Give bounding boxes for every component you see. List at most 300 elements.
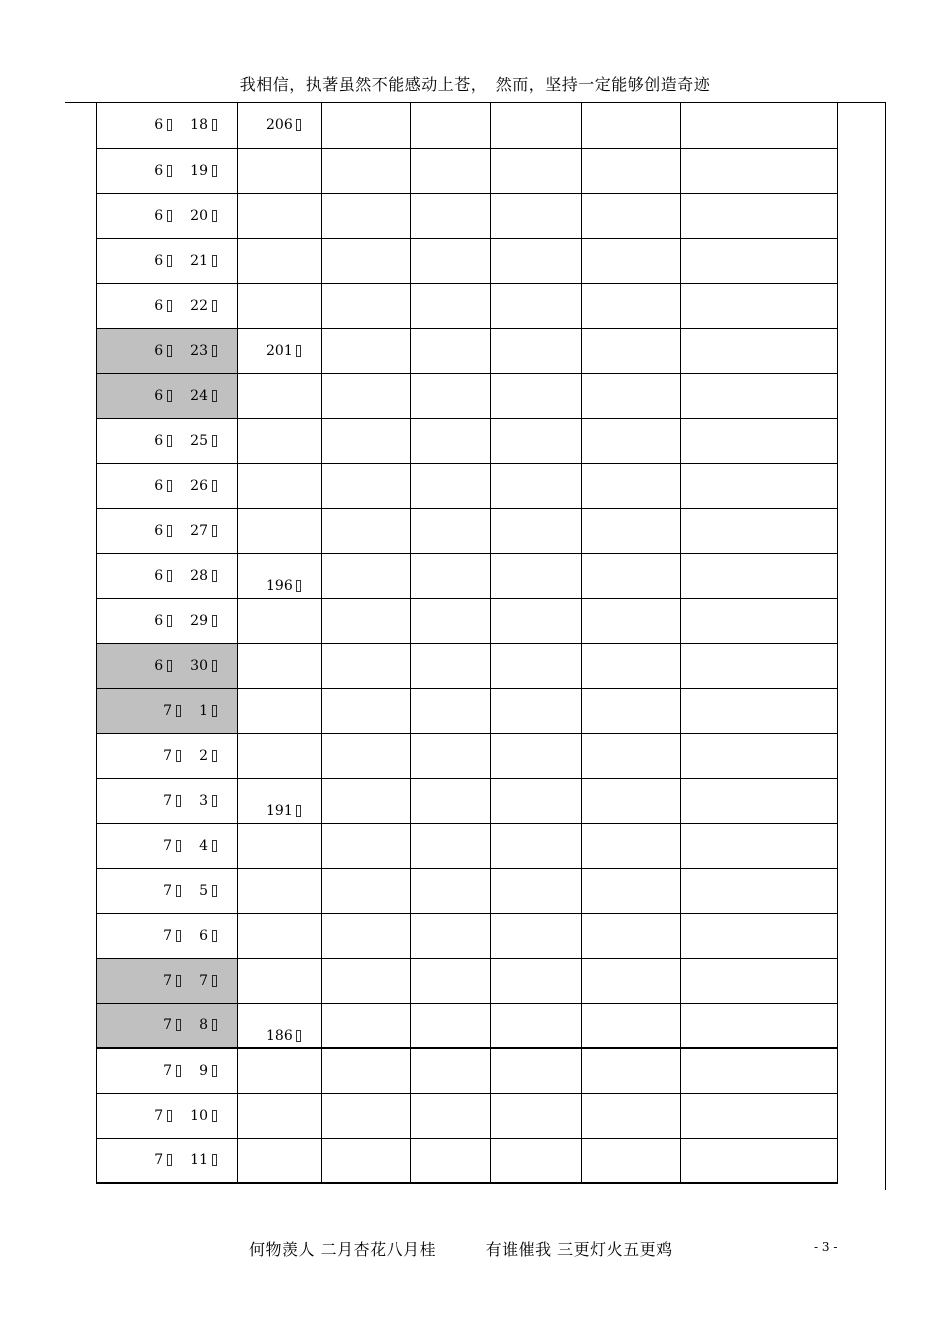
empty-cell [681,1003,838,1048]
empty-cell [322,103,411,148]
empty-cell [491,193,582,238]
empty-cell [411,823,491,868]
missing-glyph-box-icon [176,1019,181,1031]
empty-cell [582,553,681,598]
empty-cell [681,778,838,823]
schedule-table [96,103,838,1184]
table-row [97,688,838,733]
missing-glyph-box-icon [212,119,217,131]
count-cell [238,328,322,373]
date-day: 4 [199,837,208,854]
table-row [97,778,838,823]
date-cell [97,1138,238,1183]
table-row [97,868,838,913]
date-day: 6 [199,927,208,944]
date-month: 7 [163,837,173,854]
empty-cell [411,733,491,778]
empty-cell [582,1048,681,1093]
date-label [154,103,217,148]
missing-glyph-box-icon [167,345,172,357]
empty-cell [681,328,838,373]
date-label [154,464,217,508]
date-label [163,1049,217,1093]
date-day: 1 [199,702,208,719]
table-row [97,1003,838,1048]
date-month: 6 [154,522,164,539]
table-row [97,958,838,1003]
empty-cell [582,643,681,688]
empty-cell [322,778,411,823]
missing-glyph-box-icon [212,210,217,222]
empty-cell [411,508,491,553]
empty-cell [681,373,838,418]
date-day: 11 [190,1152,208,1169]
date-cell [97,868,238,913]
header-quote: 我相信，执著虽然不能感动上苍， 然而，坚持一定能够创造奇迹 [239,75,711,94]
count-cell [238,148,322,193]
empty-cell [322,598,411,643]
date-month: 7 [163,1062,173,1079]
count-cell [238,1003,322,1048]
date-cell [97,553,238,598]
date-cell [97,733,238,778]
date-cell [97,103,238,148]
empty-cell [582,283,681,328]
empty-cell [491,373,582,418]
empty-cell [411,643,491,688]
empty-cell [411,373,491,418]
empty-cell [681,148,838,193]
count-label [266,343,301,359]
empty-cell [491,463,582,508]
missing-glyph-box-icon [167,210,172,222]
table-row [97,328,838,373]
missing-glyph-box-icon [296,580,301,592]
date-month: 6 [154,387,164,404]
empty-cell [582,868,681,913]
date-label [154,554,217,598]
table-row [97,508,838,553]
date-label [163,914,217,958]
table-row [97,1048,838,1093]
empty-cell [322,688,411,733]
date-label [154,194,217,238]
missing-glyph-box-icon [212,390,217,402]
table-row [97,148,838,193]
date-cell [97,463,238,508]
missing-glyph-box-icon [167,525,172,537]
table-row [97,1093,838,1138]
date-month: 6 [154,567,164,584]
count-cell [238,373,322,418]
empty-cell [681,598,838,643]
date-day: 19 [190,162,208,179]
date-month: 6 [154,297,164,314]
empty-cell [681,553,838,598]
table-row [97,598,838,643]
date-month: 7 [163,972,173,989]
empty-cell [582,598,681,643]
empty-cell [322,553,411,598]
missing-glyph-box-icon [167,165,172,177]
date-month: 6 [154,342,164,359]
missing-glyph-box-icon [212,705,217,717]
empty-cell [582,733,681,778]
count-value: 196 [266,577,293,594]
count-label [266,578,301,594]
empty-cell [582,418,681,463]
missing-glyph-box-icon [167,660,172,672]
table-row [97,823,838,868]
empty-cell [411,418,491,463]
missing-glyph-box-icon [212,435,217,447]
count-cell [238,418,322,463]
empty-cell [491,733,582,778]
missing-glyph-box-icon [167,390,172,402]
empty-cell [411,238,491,283]
date-month: 7 [163,882,173,899]
date-label [154,284,217,328]
date-month: 7 [163,792,173,809]
table-row [97,913,838,958]
table-row [97,418,838,463]
date-day: 21 [190,252,208,269]
date-cell [97,1093,238,1138]
missing-glyph-box-icon [176,705,181,717]
missing-glyph-box-icon [212,660,217,672]
empty-cell [491,598,582,643]
table-row [97,643,838,688]
missing-glyph-box-icon [212,795,217,807]
date-cell [97,418,238,463]
empty-cell [491,1048,582,1093]
empty-cell [322,643,411,688]
count-cell [238,283,322,328]
date-month: 6 [154,432,164,449]
empty-cell [322,958,411,1003]
empty-cell [411,778,491,823]
count-cell [238,1048,322,1093]
empty-cell [491,283,582,328]
empty-cell [582,778,681,823]
missing-glyph-box-icon [167,119,172,131]
table-row [97,193,838,238]
date-day: 10 [190,1107,208,1124]
empty-cell [491,1093,582,1138]
date-month: 7 [163,1017,173,1034]
date-cell [97,958,238,1003]
missing-glyph-box-icon [296,805,301,817]
date-day: 9 [199,1062,208,1079]
missing-glyph-box-icon [212,525,217,537]
empty-cell [491,1138,582,1183]
empty-cell [411,283,491,328]
missing-glyph-box-icon [176,975,181,987]
missing-glyph-box-icon [176,795,181,807]
date-month: 6 [154,162,164,179]
date-day: 20 [190,207,208,224]
empty-cell [681,103,838,148]
table-row [97,733,838,778]
date-label [163,824,217,868]
empty-cell [411,1093,491,1138]
empty-cell [681,463,838,508]
missing-glyph-box-icon [176,885,181,897]
empty-cell [681,823,838,868]
date-day: 27 [190,522,208,539]
date-month: 6 [154,252,164,269]
missing-glyph-box-icon [212,345,217,357]
date-month: 6 [154,477,164,494]
empty-cell [411,553,491,598]
count-value: 186 [266,1027,293,1044]
empty-cell [681,1138,838,1183]
count-cell [238,823,322,868]
date-cell [97,1048,238,1093]
date-label [154,374,217,418]
empty-cell [582,1138,681,1183]
empty-cell [411,1003,491,1048]
date-cell [97,508,238,553]
date-cell [97,193,238,238]
empty-cell [322,238,411,283]
empty-cell [322,328,411,373]
count-value: 206 [266,117,293,133]
empty-cell [582,913,681,958]
date-day: 26 [190,477,208,494]
count-cell [238,733,322,778]
missing-glyph-box-icon [212,165,217,177]
empty-cell [491,418,582,463]
empty-cell [411,328,491,373]
empty-cell [681,733,838,778]
date-label [154,419,217,463]
empty-cell [582,193,681,238]
count-cell [238,193,322,238]
count-cell [238,778,322,823]
empty-cell [491,958,582,1003]
missing-glyph-box-icon [167,1110,172,1122]
count-cell [238,103,322,148]
empty-cell [322,463,411,508]
count-cell [238,1093,322,1138]
empty-cell [582,958,681,1003]
missing-glyph-box-icon [212,1065,217,1077]
date-label [154,599,217,643]
date-month: 6 [154,657,164,674]
date-day: 30 [190,657,208,674]
empty-cell [322,1048,411,1093]
empty-cell [582,823,681,868]
table-row [97,1138,838,1183]
empty-cell [322,418,411,463]
date-month: 7 [154,1152,164,1169]
empty-cell [681,283,838,328]
empty-cell [681,193,838,238]
empty-cell [681,508,838,553]
date-day: 23 [190,342,208,359]
empty-cell [411,913,491,958]
empty-cell [322,373,411,418]
date-cell [97,643,238,688]
missing-glyph-box-icon [212,1110,217,1122]
date-day: 2 [199,747,208,764]
count-cell [238,553,322,598]
missing-glyph-box-icon [176,840,181,852]
empty-cell [491,1003,582,1048]
date-day: 5 [199,882,208,899]
table-row [97,283,838,328]
count-cell [238,643,322,688]
empty-cell [322,868,411,913]
missing-glyph-box-icon [212,300,217,312]
empty-cell [491,913,582,958]
table-row [97,373,838,418]
count-cell [238,508,322,553]
empty-cell [322,148,411,193]
date-cell [97,373,238,418]
right-margin-rule [885,102,886,1190]
empty-cell [322,823,411,868]
count-cell [238,958,322,1003]
schedule-body [97,103,838,1183]
empty-cell [582,1093,681,1138]
empty-cell [411,463,491,508]
empty-cell [411,148,491,193]
empty-cell [411,103,491,148]
empty-cell [491,823,582,868]
missing-glyph-box-icon [296,345,301,357]
empty-cell [582,688,681,733]
empty-cell [322,193,411,238]
empty-cell [322,283,411,328]
missing-glyph-box-icon [212,570,217,582]
date-day: 3 [199,792,208,809]
missing-glyph-box-icon [296,119,301,131]
empty-cell [491,103,582,148]
date-label [154,1094,217,1138]
table-row [97,553,838,598]
count-cell [238,463,322,508]
empty-cell [322,1093,411,1138]
date-label [163,734,217,778]
empty-cell [411,688,491,733]
missing-glyph-box-icon [212,750,217,762]
missing-glyph-box-icon [212,1019,217,1031]
empty-cell [681,913,838,958]
count-value: 191 [266,802,293,819]
empty-cell [322,1003,411,1048]
date-label [154,239,217,283]
count-value: 201 [266,342,293,359]
date-cell [97,1003,238,1048]
date-cell [97,823,238,868]
empty-cell [411,598,491,643]
date-day: 24 [190,387,208,404]
empty-cell [411,193,491,238]
missing-glyph-box-icon [212,480,217,492]
missing-glyph-box-icon [212,1154,217,1166]
date-cell [97,148,238,193]
count-cell [238,238,322,283]
empty-cell [491,688,582,733]
empty-cell [681,1093,838,1138]
page-number: - 3 - [814,1240,838,1254]
missing-glyph-box-icon [167,570,172,582]
empty-cell [491,868,582,913]
count-cell [238,913,322,958]
count-label [266,117,301,133]
empty-cell [491,553,582,598]
empty-cell [582,508,681,553]
empty-cell [411,1048,491,1093]
date-label [154,509,217,553]
empty-cell [322,508,411,553]
missing-glyph-box-icon [167,480,172,492]
date-label [163,959,217,1003]
table-row [97,238,838,283]
empty-cell [582,328,681,373]
count-cell [238,1138,322,1183]
date-month: 7 [163,702,173,719]
count-cell [238,868,322,913]
empty-cell [582,373,681,418]
empty-cell [491,328,582,373]
count-cell [238,598,322,643]
missing-glyph-box-icon [296,1030,301,1042]
date-day: 29 [190,612,208,629]
missing-glyph-box-icon [176,930,181,942]
missing-glyph-box-icon [212,930,217,942]
missing-glyph-box-icon [212,840,217,852]
empty-cell [491,508,582,553]
empty-cell [681,238,838,283]
table-row [97,103,838,148]
empty-cell [411,1138,491,1183]
empty-cell [491,148,582,193]
empty-cell [322,1138,411,1183]
date-label [163,1004,217,1048]
date-day: 22 [190,297,208,314]
empty-cell [582,148,681,193]
missing-glyph-box-icon [212,615,217,627]
empty-cell [582,103,681,148]
missing-glyph-box-icon [212,885,217,897]
empty-cell [681,688,838,733]
date-cell [97,238,238,283]
empty-cell [681,868,838,913]
missing-glyph-box-icon [176,750,181,762]
date-label [154,1139,217,1183]
empty-cell [322,733,411,778]
date-day: 18 [190,117,208,134]
date-day: 7 [199,972,208,989]
date-cell [97,598,238,643]
missing-glyph-box-icon [167,435,172,447]
date-label [163,779,217,823]
missing-glyph-box-icon [167,615,172,627]
date-day: 25 [190,432,208,449]
date-month: 7 [163,747,173,764]
date-cell [97,778,238,823]
footer-quote: 何物羡人 二月杏花八月桂 有谁催我 三更灯火五更鸡 [249,1240,673,1259]
empty-cell [681,418,838,463]
date-cell [97,688,238,733]
empty-cell [582,463,681,508]
date-day: 8 [199,1017,208,1034]
empty-cell [491,238,582,283]
date-cell [97,283,238,328]
